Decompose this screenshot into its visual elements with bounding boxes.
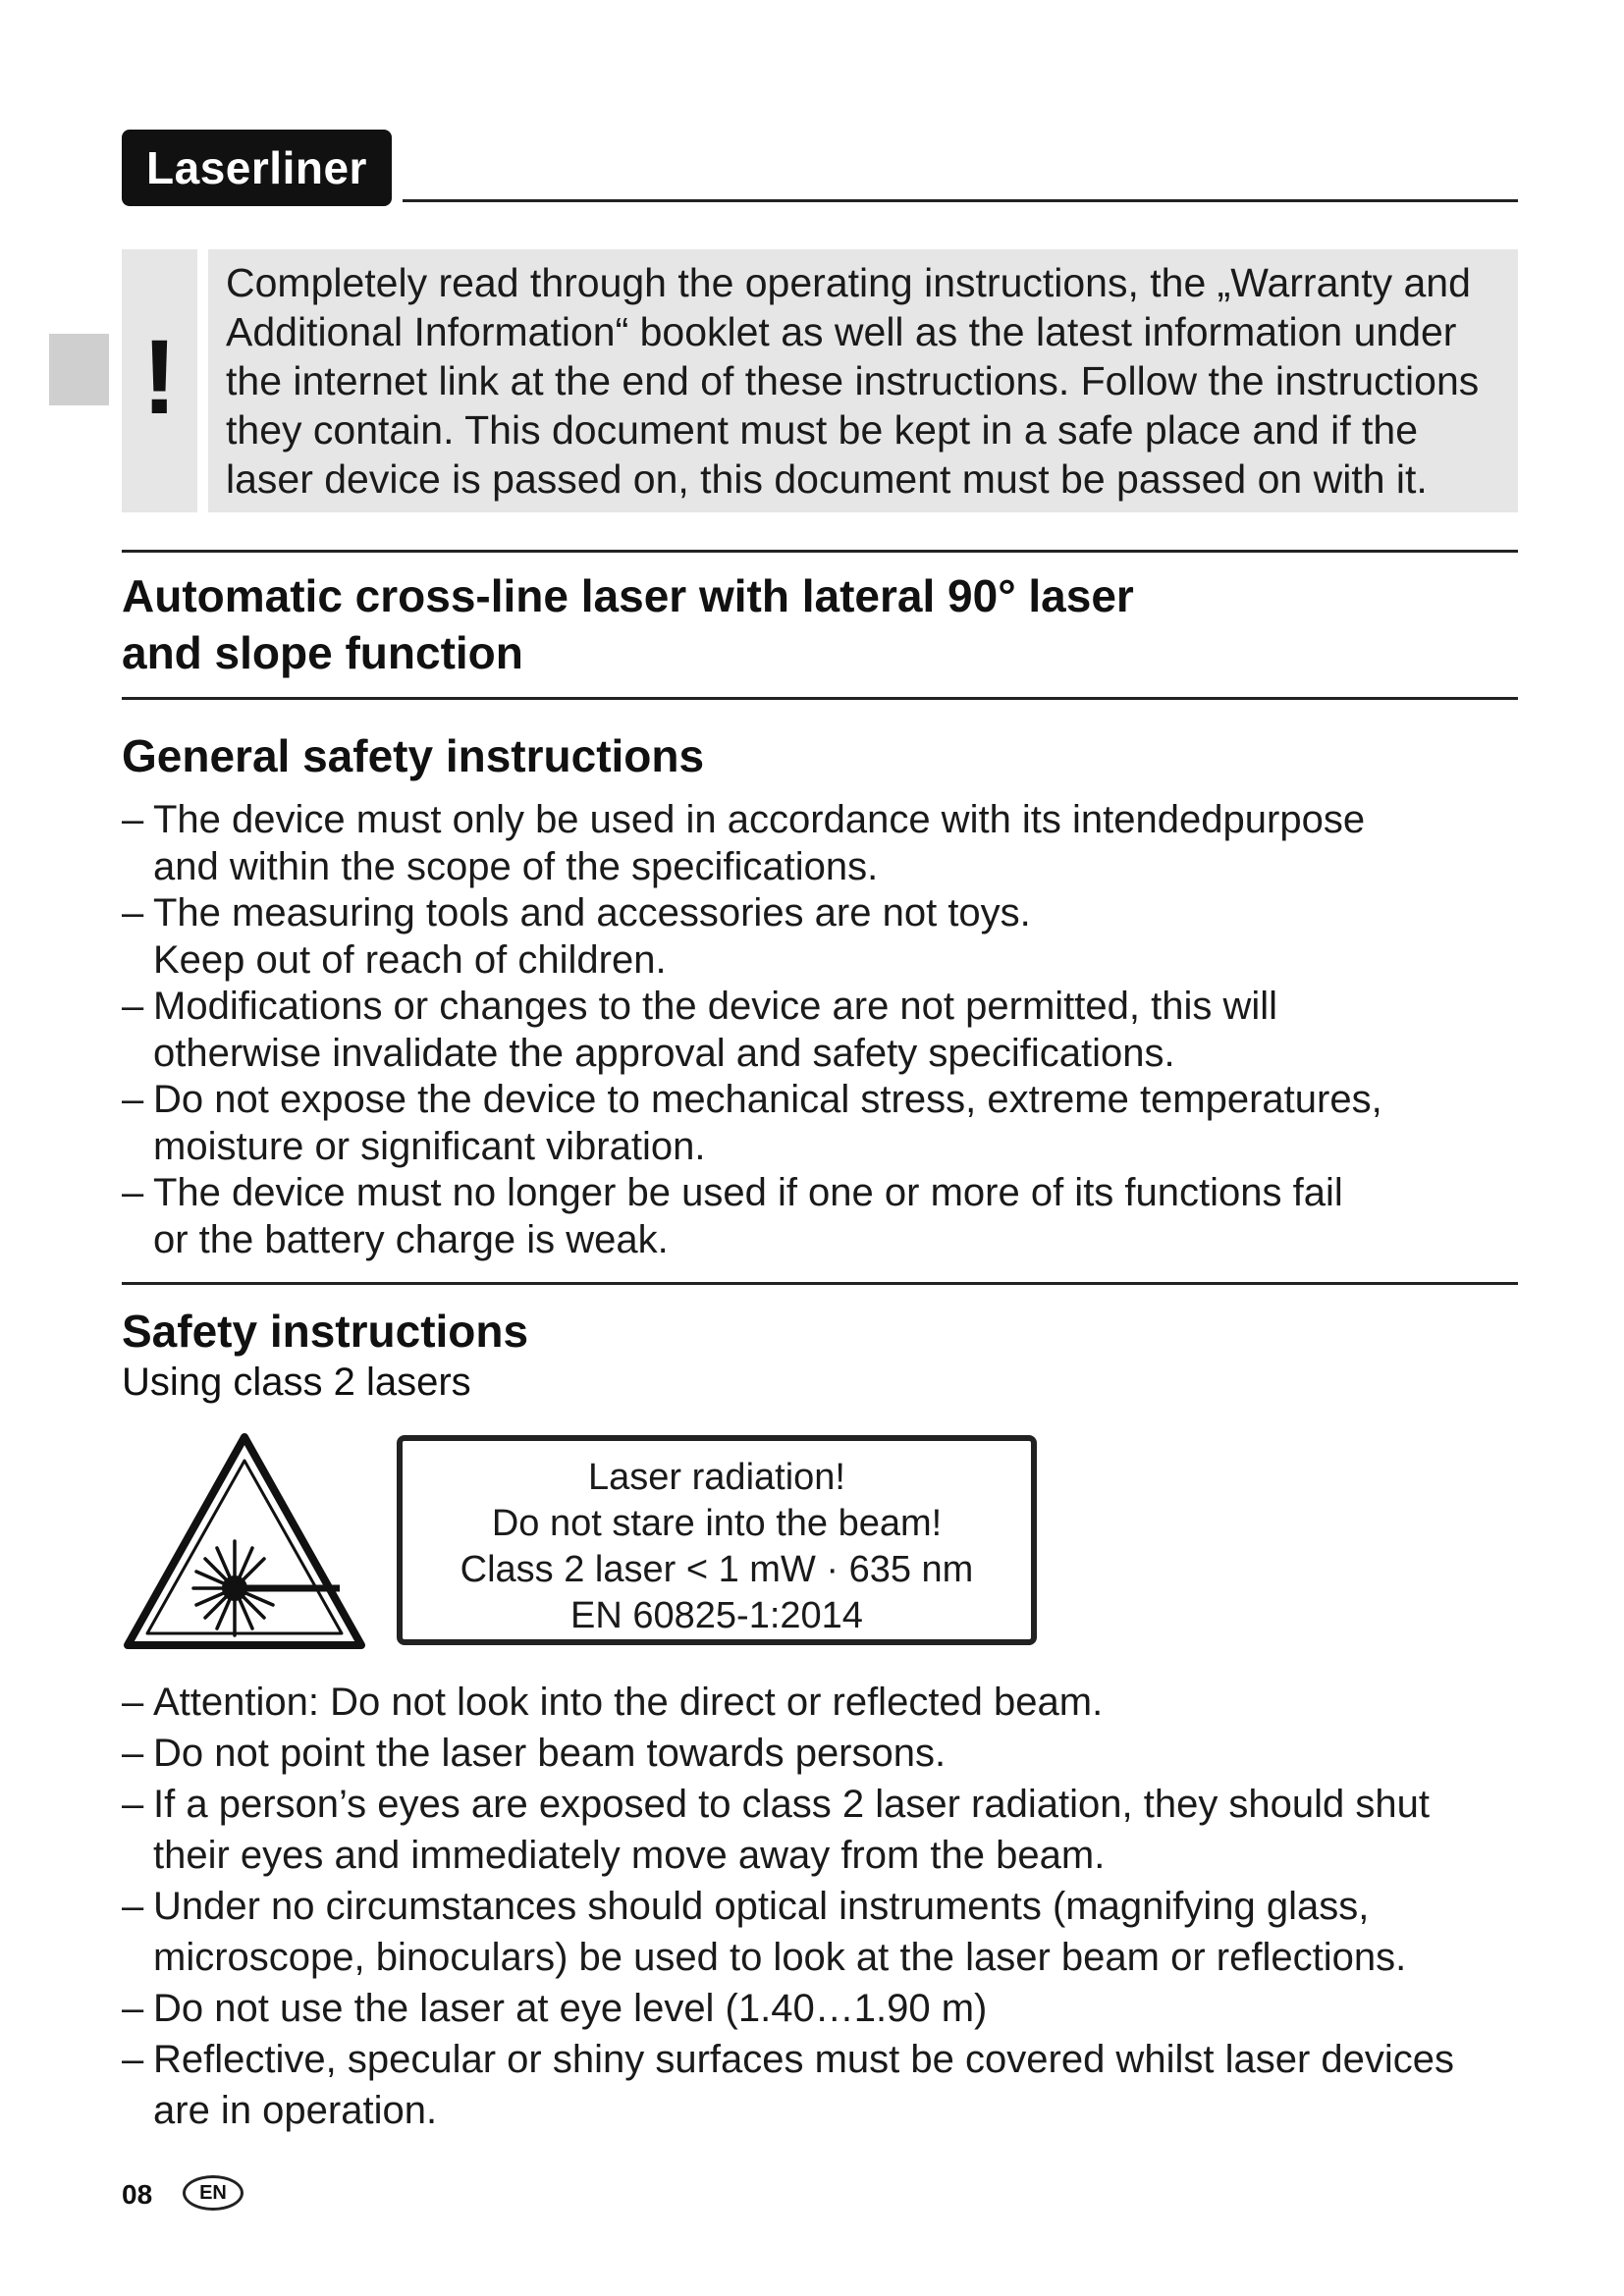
label-line: Do not stare into the beam! (491, 1503, 943, 1544)
notice-line: laser device is passed on, this document must be passed on with it. (226, 456, 1428, 502)
list-item-line: Modifications or changes to the device are not permitted, this will (153, 985, 1278, 1028)
list-item: – The device must only be used in accordance with its intendedpurpose and within the scope of the specifications. (122, 797, 1496, 890)
notice-line: Completely read through the operating instructions, the „Warranty and (226, 260, 1471, 305)
product-title (122, 567, 1496, 681)
header-rule (403, 199, 1518, 202)
list-item-line: Do not use the laser at eye level (1.40…1.90 m) (153, 1987, 988, 2030)
divider (122, 697, 1518, 700)
notice-line: the internet link at the end of these instructions. Follow the instructions (226, 358, 1480, 403)
language-badge: EN (183, 2175, 244, 2211)
general-safety-heading: General safety instructions (122, 730, 705, 781)
list-item: – If a person’s eyes are exposed to class 2 laser radiation, they should shut their eyes and immediately move away from the beam. (122, 1779, 1516, 1881)
list-item-line: Attention: Do not look into the direct or reflected beam. (153, 1681, 1104, 1724)
list-item-line: Do not point the laser beam towards persons. (153, 1732, 947, 1775)
general-safety-list (122, 797, 1496, 1263)
list-item-line: The device must no longer be used if one or more of its functions fail (153, 1171, 1343, 1214)
product-title-line: and slope function (122, 627, 523, 678)
list-item-line: otherwise invalidate the approval and safety specifications. (153, 1031, 1175, 1075)
brand-logo: Laserliner (122, 130, 392, 206)
page-number: 08 (122, 2179, 153, 2210)
list-item: – Reflective, specular or shiny surfaces must be covered whilst laser devices are in operation. (122, 2034, 1516, 2136)
list-item-line: or the battery charge is weak. (153, 1217, 669, 1261)
list-item-line: are in operation. (153, 2089, 438, 2132)
divider (122, 550, 1518, 553)
product-title-line: Automatic cross-line laser with lateral 90° laser (122, 570, 1134, 621)
list-item-line: The measuring tools and accessories are not toys. (153, 891, 1031, 934)
laser-warning-icon (122, 1431, 367, 1651)
list-item: – Do not point the laser beam towards persons. (122, 1728, 1516, 1779)
list-item-line: and within the scope of the specifications. (153, 844, 879, 888)
safety-subheading: Using class 2 lasers (122, 1361, 471, 1404)
list-item: – The device must no longer be used if one or more of its functions fail or the battery charge is weak. (122, 1170, 1496, 1263)
exclamation-icon: ! (141, 317, 178, 436)
list-item: – Under no circumstances should optical instruments (magnifying glass, microscope, binoculars) be used to look at the laser beam or reflections. (122, 1881, 1516, 1983)
safety-list (122, 1677, 1516, 2136)
list-item: – Attention: Do not look into the direct or reflected beam. (122, 1677, 1516, 1728)
notice-line: Additional Information“ booklet as well as the latest information under (226, 309, 1457, 354)
laser-warning-label (397, 1435, 1037, 1645)
safety-heading: Safety instructions (122, 1306, 529, 1357)
list-item: – Do not expose the device to mechanical stress, extreme temperatures, moisture or significant vibration. (122, 1077, 1496, 1170)
list-item-line: Under no circumstances should optical instruments (magnifying glass, (153, 1885, 1370, 1928)
list-item-line: moisture or significant vibration. (153, 1124, 706, 1168)
side-tab-marker (49, 334, 109, 405)
list-item-line: Reflective, specular or shiny surfaces must be covered whilst laser devices (153, 2038, 1454, 2081)
list-item-line: The device must only be used in accordance with its intendedpurpose (153, 798, 1366, 841)
label-line: Class 2 laser < 1 mW · 635 nm (460, 1549, 974, 1590)
divider (122, 1282, 1518, 1285)
list-item: – Modifications or changes to the device are not permitted, this will otherwise invalidate the approval and safety specifications. (122, 984, 1496, 1077)
list-item-line: Do not expose the device to mechanical stress, extreme temperatures, (153, 1078, 1382, 1121)
label-line: EN 60825-1:2014 (570, 1595, 863, 1636)
notice-line: they contain. This document must be kept in a safe place and if the (226, 407, 1419, 453)
label-line: Laser radiation! (588, 1457, 845, 1498)
list-item-line: microscope, binoculars) be used to look at the laser beam or reflections. (153, 1936, 1407, 1979)
list-item-line: If a person’s eyes are exposed to class 2 laser radiation, they should shut (153, 1783, 1431, 1826)
list-item: – Do not use the laser at eye level (1.40…1.90 m) (122, 1983, 1516, 2034)
list-item-line: their eyes and immediately move away from the beam. (153, 1834, 1106, 1877)
notice-text (226, 258, 1512, 504)
list-item: – The measuring tools and accessories are not toys. Keep out of reach of children. (122, 890, 1496, 984)
list-item-line: Keep out of reach of children. (153, 937, 667, 982)
